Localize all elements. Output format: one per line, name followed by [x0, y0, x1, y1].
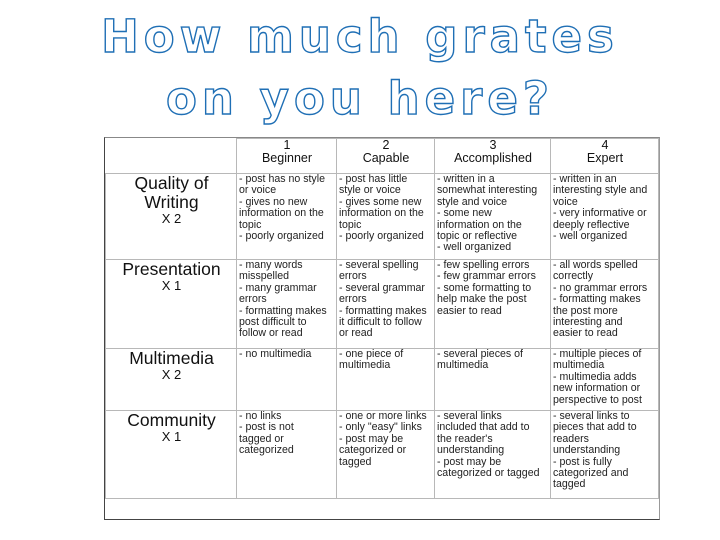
descriptor-line: - all words spelled — [553, 259, 638, 271]
criterion-name: Multimedia — [129, 348, 214, 368]
descriptor-line: new information or — [553, 382, 641, 395]
descriptor-line: - multiple pieces of — [553, 348, 642, 360]
descriptor-line: - gives no new — [239, 195, 308, 208]
descriptor-line: understanding — [553, 444, 621, 457]
level-label: Accomplished — [454, 151, 532, 165]
descriptor-line: - multimedia adds — [553, 370, 637, 383]
descriptor-line: categorized — [239, 444, 294, 457]
descriptor-line: style or voice — [339, 184, 401, 197]
descriptor-line: - poorly organized — [239, 230, 324, 243]
rubric-cell — [237, 174, 337, 260]
descriptor-line: - some formatting to — [437, 281, 532, 294]
descriptor-line: included that add to — [437, 421, 530, 434]
descriptor-line: easier to read — [437, 304, 502, 317]
descriptor-line: errors — [339, 293, 367, 306]
descriptor-line: the reader's — [437, 432, 493, 445]
descriptor-line: information on the — [437, 218, 522, 231]
rubric-row — [106, 411, 659, 499]
descriptor-line: topic — [239, 218, 262, 231]
rubric-cell — [551, 411, 659, 499]
rubric-cell — [551, 260, 659, 349]
descriptor-line: tagged — [553, 478, 586, 491]
descriptor-line: multimedia — [553, 359, 605, 372]
level-number: 1 — [283, 138, 291, 152]
descriptor-line: - post has little — [339, 173, 408, 185]
rubric-row — [106, 174, 659, 260]
descriptor-line: - one piece of — [339, 348, 404, 360]
criterion-name: Quality of — [134, 173, 209, 193]
rubric-cell — [237, 260, 337, 349]
level-header-2 — [337, 139, 435, 174]
descriptor-line: - few grammar errors — [437, 270, 536, 283]
level-label: Capable — [362, 151, 410, 165]
descriptor-line: understanding — [437, 444, 505, 457]
rubric-cell — [435, 349, 551, 411]
descriptor-line: - formatting makes — [553, 293, 641, 306]
descriptor-line: - several links to — [553, 410, 630, 422]
level-number: 4 — [601, 138, 609, 152]
level-label: Expert — [586, 151, 624, 165]
descriptor-line: perspective to post — [553, 393, 642, 406]
title-line-1: How much grates — [101, 10, 619, 63]
descriptor-line: - post may be — [437, 455, 502, 468]
level-header-1 — [237, 139, 337, 174]
criterion-quality-of-writing — [106, 174, 237, 260]
rubric-cell — [337, 260, 435, 349]
rubric-cell — [337, 349, 435, 411]
descriptor-line: - post has no style — [239, 173, 325, 185]
descriptor-line: errors — [239, 293, 267, 306]
level-header-4 — [551, 139, 659, 174]
descriptor-line: - gives some new — [339, 195, 422, 208]
criterion-name: Community — [127, 410, 216, 430]
descriptor-line: - post is not — [239, 421, 294, 434]
descriptor-line: easier to read — [553, 327, 618, 340]
rubric-cell — [435, 174, 551, 260]
descriptor-line: - some new — [437, 207, 492, 220]
descriptor-line: or voice — [239, 184, 277, 197]
descriptor-line: - post is fully — [553, 455, 612, 468]
rubric-cell — [237, 349, 337, 411]
rubric-cell — [551, 349, 659, 411]
level-number: 3 — [489, 138, 497, 152]
descriptor-line: - formatting makes — [339, 304, 427, 317]
rubric-corner-cell — [106, 139, 237, 174]
descriptor-line: - many grammar — [239, 281, 317, 294]
descriptor-line: multimedia — [437, 359, 489, 372]
descriptor-line: misspelled — [239, 270, 290, 283]
descriptor-line: - several spelling — [339, 259, 419, 271]
rubric-row — [106, 349, 659, 411]
criterion-weight: X 1 — [161, 278, 182, 293]
descriptor-line: interesting style and — [553, 184, 648, 197]
rubric-cell — [551, 174, 659, 260]
descriptor-line: - poorly organized — [339, 230, 424, 243]
rubric-row — [106, 260, 659, 349]
criterion-weight: X 2 — [161, 367, 182, 382]
level-header-3 — [435, 139, 551, 174]
descriptor-line: information on the — [339, 207, 424, 220]
criterion-weight: X 1 — [161, 429, 182, 444]
rubric-cell — [435, 260, 551, 349]
descriptor-line: topic or reflective — [437, 230, 518, 243]
descriptor-line: post difficult to — [239, 316, 307, 329]
descriptor-line: - many words — [239, 259, 303, 271]
descriptor-line: - no links — [239, 410, 282, 422]
descriptor-line: - only "easy" links — [339, 421, 422, 434]
descriptor-line: topic — [339, 218, 362, 231]
descriptor-line: - one or more links — [339, 410, 427, 422]
descriptor-line: - well organized — [437, 241, 512, 254]
descriptor-line: follow or read — [239, 327, 303, 340]
descriptor-line: - written in a — [437, 173, 495, 185]
criterion-community — [106, 411, 237, 499]
rubric-header-row — [106, 139, 659, 174]
criterion-name: Presentation — [122, 259, 221, 279]
descriptor-line: pieces that add to — [553, 421, 637, 434]
descriptor-line: - post may be — [339, 432, 404, 445]
rubric-cell — [237, 411, 337, 499]
slide-title — [0, 6, 720, 130]
descriptor-line: - several pieces of — [437, 348, 523, 360]
descriptor-line: tagged or — [239, 432, 284, 445]
descriptor-line: voice — [553, 195, 578, 208]
descriptor-line: categorized or — [339, 444, 407, 457]
rubric-cell — [337, 174, 435, 260]
criterion-name-line-2: Writing — [144, 192, 199, 212]
rubric-cell — [435, 411, 551, 499]
descriptor-line: - very informative or — [553, 207, 647, 220]
criterion-presentation — [106, 260, 237, 349]
descriptor-line: or read — [339, 327, 373, 340]
descriptor-line: - written in an — [553, 173, 617, 185]
descriptor-line: - no multimedia — [239, 348, 312, 360]
descriptor-line: - several links — [437, 410, 502, 422]
descriptor-line: - no grammar errors — [553, 281, 648, 294]
level-label: Beginner — [261, 151, 313, 165]
descriptor-line: deeply reflective — [553, 218, 630, 231]
descriptor-line: readers — [553, 432, 589, 445]
descriptor-line: information on the — [239, 207, 324, 220]
descriptor-line: interesting and — [553, 316, 623, 329]
descriptor-line: - several grammar — [339, 281, 425, 294]
descriptor-line: - few spelling errors — [437, 259, 530, 271]
descriptor-line: categorized or tagged — [437, 467, 540, 480]
title-line-2: on you here? — [166, 72, 554, 125]
descriptor-line: it difficult to follow — [339, 316, 422, 329]
descriptor-line: tagged — [339, 455, 372, 468]
descriptor-line: somewhat interesting — [437, 184, 538, 197]
descriptor-line: multimedia — [339, 359, 391, 372]
descriptor-line: categorized and — [553, 467, 629, 480]
descriptor-line: the post more — [553, 304, 618, 317]
descriptor-line: help make the post — [437, 293, 527, 306]
descriptor-line: - well organized — [553, 230, 628, 243]
descriptor-line: style and voice — [437, 195, 508, 208]
rubric-image — [104, 137, 660, 520]
criterion-weight: X 2 — [161, 211, 182, 226]
criterion-multimedia — [106, 349, 237, 411]
descriptor-line: correctly — [553, 270, 594, 283]
level-number: 2 — [382, 138, 390, 152]
descriptor-line: errors — [339, 270, 367, 283]
rubric-cell — [337, 411, 435, 499]
rubric-table — [105, 138, 659, 499]
descriptor-line: - formatting makes — [239, 304, 327, 317]
